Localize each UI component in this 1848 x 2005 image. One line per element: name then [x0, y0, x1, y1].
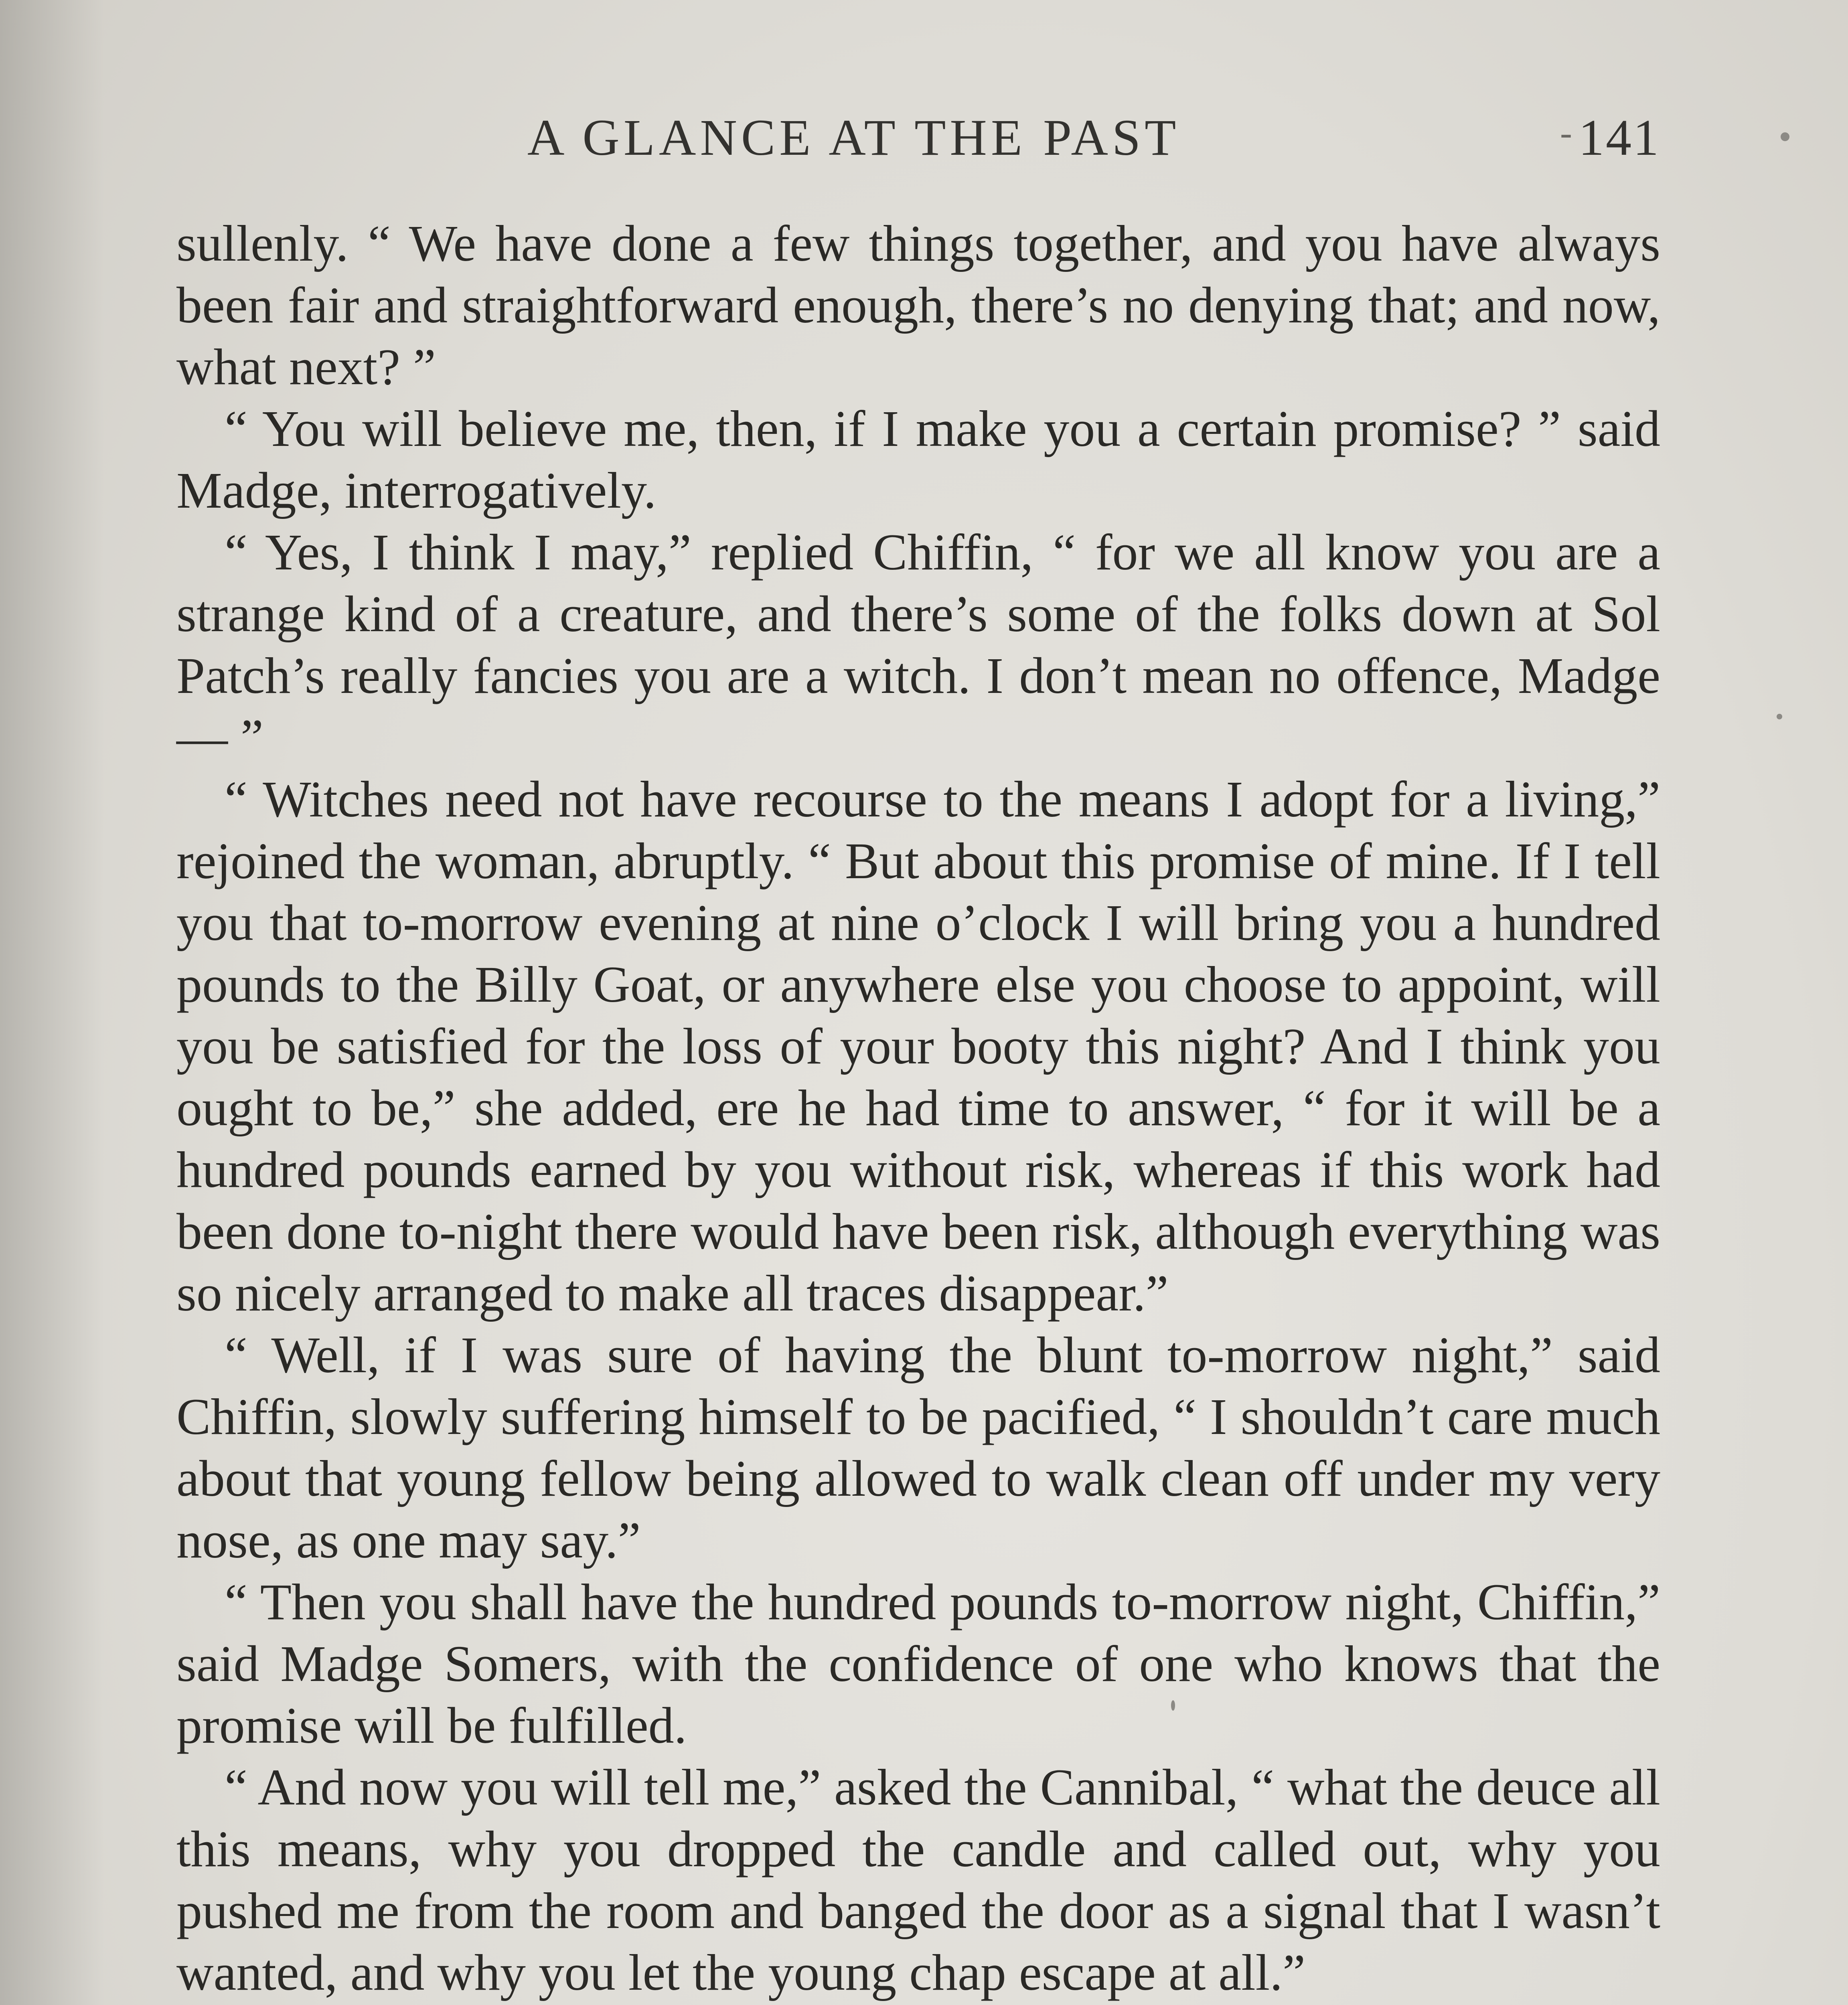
header-mark: -: [1560, 113, 1576, 153]
paragraph: “ Witches need not have recourse to the means I adopt for a living,” rejoined the woman, abruptly. “ But about this promise of mine. If I tell you that to-morrow evening at nine o’clock I will bring you a hundred pounds to the Billy Goat, or anywhere else you choose to appoint, will you be satisfied for the loss of your booty this night? And I think you ought to be,” she added, ere he had time to answer, “ for it will be a hundred pounds earned by you without risk, whereas if this work had been done to-night there would have been risk, although everything was so nicely arranged to make all traces disappear.”: [176, 771, 1660, 1322]
paper-speck: [1781, 132, 1789, 141]
body-text: [176, 213, 1660, 2005]
paper-speck: [1777, 714, 1782, 719]
page-number: 141: [1578, 109, 1660, 166]
running-header: [176, 108, 1660, 168]
paragraph: “ You will believe me, then, if I make you a certain promise? ” said Madge, interrogatively.: [176, 400, 1660, 519]
paragraph: “ Well, if I was sure of having the blunt to-morrow night,” said Chiffin, slowly suffering himself to be pacified, “ I shouldn’t care much about that young fellow being allowed to walk clean off under my very nose, as one may say.”: [176, 1327, 1660, 1569]
paragraph: [176, 2003, 1660, 2005]
paragraph: sullenly. “ We have done a few things together, and you have always been fair and straightforward enough, there’s no denying that; and now, what next? ”: [176, 215, 1660, 395]
paragraph: “ And now you will tell me,” asked the Cannibal, “ what the deuce all this means, why you dropped the candle and called out, why you pushed me from the room and banged the door as a signal that I wasn’t wanted, and why you let the young chap escape at all.”: [176, 1759, 1660, 2001]
spine-shadow: [0, 0, 104, 2005]
paragraph: “ Then you shall have the hundred pounds to-morrow night, Chiffin,” said Madge Somers, with the confidence of one who knows that the promise will be fulfilled.: [176, 1574, 1660, 1754]
paragraph: “ Yes, I think I may,” replied Chiffin, “ for we all know you are a strange kind of a creature, and there’s some of the folks down at Sol Patch’s really fancies you are a witch. I don’t mean no offence, Madge — ”: [176, 524, 1660, 766]
paper-speck: [1171, 1700, 1175, 1711]
chapter-title: A GLANCE AT THE PAST: [527, 109, 1180, 166]
